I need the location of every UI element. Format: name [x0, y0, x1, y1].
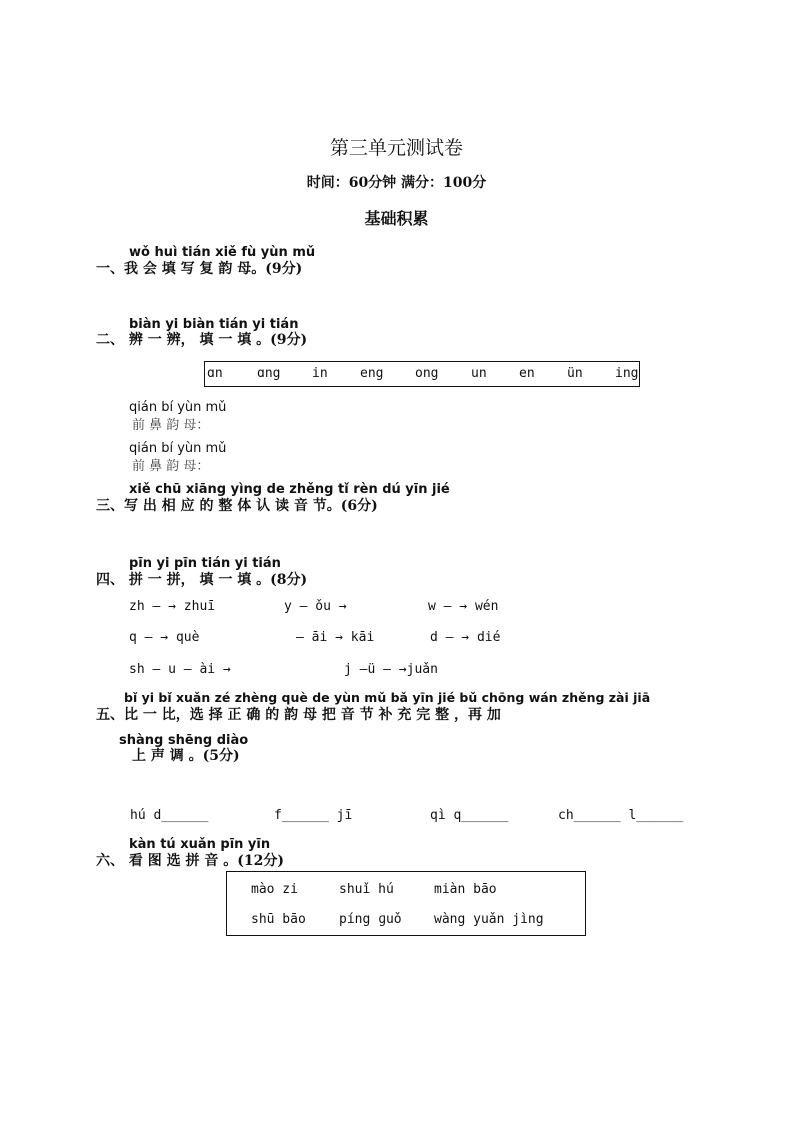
q4-item: d — → dié	[430, 630, 501, 645]
q6-text: 六、 看 图 选 拼 音 。(12分)	[96, 853, 284, 869]
q4-pinyin: pīn yi pīn tián yi tián	[129, 556, 281, 571]
q5-item: qì q______	[430, 808, 509, 823]
option: ün	[567, 366, 583, 381]
option: en	[519, 366, 535, 381]
q2-line2-pinyin: qián bí yùn mǔ	[129, 441, 227, 456]
option: ɑn	[207, 366, 223, 381]
q5-item: hú d______	[130, 808, 209, 823]
option: ong	[415, 366, 439, 381]
option: in	[312, 366, 328, 381]
q4-item: zh — → zhuī	[129, 599, 216, 614]
option: shū bāo	[251, 912, 306, 927]
q2-line1-label: 前 鼻 韵 母：	[132, 418, 210, 433]
option: wàng yuǎn jìng	[434, 912, 544, 927]
option: ɑng	[257, 366, 281, 381]
q1-pinyin: wǒ huì tián xiě fù yùn mǔ	[129, 245, 316, 260]
q4-item: q — → què	[129, 630, 200, 645]
q2-line1-pinyin: qián bí yùn mǔ	[129, 400, 227, 415]
q2-options-box	[204, 361, 640, 387]
option: mào zi	[251, 882, 298, 897]
q2-pinyin: biàn yi biàn tián yi tián	[129, 317, 299, 332]
option: ing	[615, 366, 639, 381]
q5-text-line1: 五、比 一 比，选 择 正 确 的 韵 母 把 音 节 补 充 完 整 ，再 加	[96, 707, 501, 723]
q5-text-line2: 上 声 调 。(5分)	[132, 748, 240, 764]
q2-line2-label: 前 鼻 韵 母：	[132, 459, 210, 474]
option: shuǐ hú	[339, 882, 394, 897]
q5-item: f______ jī	[274, 808, 353, 823]
q4-item: sh — u — ài →	[129, 662, 231, 677]
page-title: 第三单元测试卷	[329, 137, 463, 159]
q1-text: 一、我 会 填 写 复 韵 母。(9分)	[96, 261, 303, 277]
option: píng ɡuǒ	[339, 912, 402, 927]
q3-text: 三、写 出 相 应 的 整 体 认 读 音 节。(6分)	[96, 498, 378, 514]
q4-text: 四、 拼 一 拼， 填 一 填 。(8分)	[96, 572, 308, 588]
option: miàn bāo	[434, 882, 497, 897]
q2-text: 二、 辨 一 辨， 填 一 填 。(9分)	[96, 332, 308, 348]
q4-item: — āi → kāi	[296, 630, 375, 645]
q5-pinyin-line2: shàng shēng diào	[119, 733, 249, 748]
section-heading: 基础积累	[364, 209, 429, 228]
q6-pinyin: kàn tú xuǎn pīn yīn	[129, 837, 271, 852]
option: un	[471, 366, 487, 381]
q5-item: ch______ l______	[558, 808, 684, 823]
q4-item: j —ü — →juǎn	[344, 662, 438, 677]
exam-info: 时间：60分钟 满分：100分	[306, 175, 487, 191]
q6-options-box	[226, 871, 586, 936]
q4-item: y — ǒu →	[284, 599, 347, 614]
option: eng	[360, 366, 384, 381]
q3-pinyin: xiě chū xiāng yìng de zhěng tǐ rèn dú yīn jié	[129, 482, 450, 497]
q4-item: w — → wén	[428, 599, 499, 614]
q5-pinyin-line1: bǐ yi bǐ xuǎn zé zhèng què de yùn mǔ bǎ yīn jié bǔ chōng wán zhěng zài jiā	[124, 690, 651, 705]
